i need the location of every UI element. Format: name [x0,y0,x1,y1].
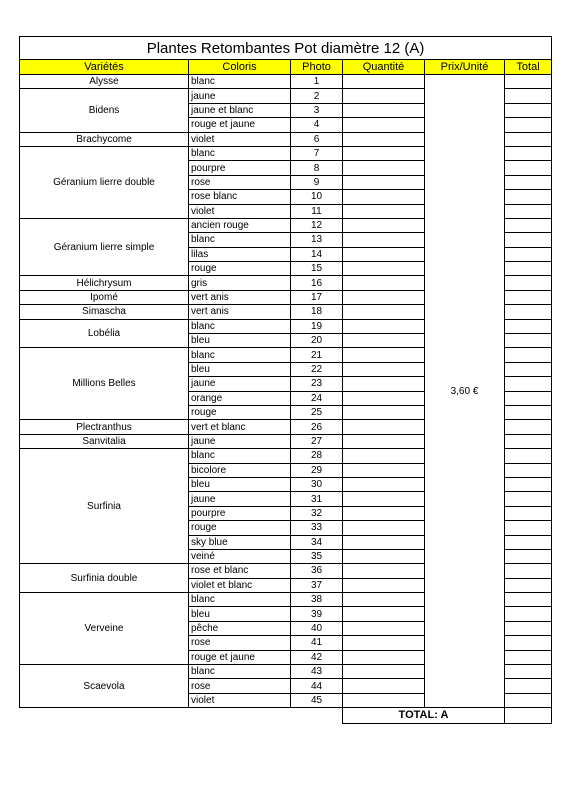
quantity-cell[interactable] [343,247,425,261]
variety-cell: Alysse [20,75,189,89]
photo-number-cell: 6 [291,132,343,146]
quantity-cell[interactable] [343,204,425,218]
photo-number-cell: 14 [291,247,343,261]
line-total-cell[interactable] [505,348,552,362]
line-total-cell[interactable] [505,247,552,261]
color-cell: blanc [189,75,291,89]
photo-number-cell: 13 [291,233,343,247]
color-cell: rouge [189,521,291,535]
photo-number-cell: 45 [291,693,343,707]
photo-number-cell: 27 [291,434,343,448]
color-cell: bleu [189,477,291,491]
quantity-cell[interactable] [343,607,425,621]
color-cell: bleu [189,607,291,621]
quantity-cell[interactable] [343,665,425,679]
color-cell: pourpre [189,506,291,520]
line-total-cell[interactable] [505,506,552,520]
color-cell: bicolore [189,463,291,477]
color-cell: rouge et jaune [189,650,291,664]
quantity-cell[interactable] [343,621,425,635]
header-quantite: Quantité [343,60,425,75]
total-spacer [20,708,343,724]
page-title: Plantes Retombantes Pot diamètre 12 (A) [20,37,552,60]
photo-number-cell: 28 [291,449,343,463]
line-total-cell[interactable] [505,463,552,477]
variety-cell: Hélichrysum [20,276,189,290]
color-cell: rose [189,636,291,650]
photo-number-cell: 26 [291,420,343,434]
color-cell: rose et blanc [189,564,291,578]
quantity-cell[interactable] [343,564,425,578]
quantity-cell[interactable] [343,391,425,405]
color-cell: blanc [189,348,291,362]
quantity-cell[interactable] [343,262,425,276]
quantity-cell[interactable] [343,377,425,391]
header-prix-unite: Prix/Unité [425,60,505,75]
color-cell: veiné [189,549,291,563]
quantity-cell[interactable] [343,290,425,304]
line-total-cell[interactable] [505,175,552,189]
quantity-cell[interactable] [343,693,425,707]
header-photo: Photo [291,60,343,75]
color-cell: sky blue [189,535,291,549]
line-total-cell[interactable] [505,420,552,434]
photo-number-cell: 2 [291,89,343,103]
header-varietes: Variétés [20,60,189,75]
line-total-cell[interactable] [505,262,552,276]
quantity-cell[interactable] [343,334,425,348]
line-total-cell[interactable] [505,449,552,463]
photo-number-cell: 17 [291,290,343,304]
line-total-cell[interactable] [505,477,552,491]
quantity-cell[interactable] [343,593,425,607]
line-total-cell[interactable] [505,132,552,146]
photo-number-cell: 3 [291,103,343,117]
photo-number-cell: 20 [291,334,343,348]
line-total-cell[interactable] [505,679,552,693]
photo-number-cell: 44 [291,679,343,693]
photo-number-cell: 35 [291,549,343,563]
photo-number-cell: 24 [291,391,343,405]
color-cell: jaune et blanc [189,103,291,117]
line-total-cell[interactable] [505,103,552,117]
line-total-cell[interactable] [505,492,552,506]
variety-cell: Surfinia [20,449,189,564]
line-total-cell[interactable] [505,319,552,333]
photo-number-cell: 23 [291,377,343,391]
color-cell: blanc [189,319,291,333]
color-cell: rose blanc [189,190,291,204]
grand-total-cell[interactable] [505,708,552,724]
variety-cell: Surfinia double [20,564,189,593]
quantity-cell[interactable] [343,146,425,160]
quantity-cell[interactable] [343,506,425,520]
line-total-cell[interactable] [505,118,552,132]
line-total-cell[interactable] [505,276,552,290]
header-total: Total [505,60,552,75]
color-cell: pourpre [189,161,291,175]
line-total-cell[interactable] [505,636,552,650]
quantity-cell[interactable] [343,679,425,693]
photo-number-cell: 10 [291,190,343,204]
color-cell: vert anis [189,290,291,304]
color-cell: bleu [189,362,291,376]
variety-cell: Sanvitalia [20,434,189,448]
photo-number-cell: 4 [291,118,343,132]
quantity-cell[interactable] [343,75,425,89]
line-total-cell[interactable] [505,593,552,607]
quantity-cell[interactable] [343,463,425,477]
line-total-cell[interactable] [505,535,552,549]
color-cell: bleu [189,334,291,348]
header-coloris: Coloris [189,60,291,75]
color-cell: pêche [189,621,291,635]
variety-cell: Plectranthus [20,420,189,434]
photo-number-cell: 40 [291,621,343,635]
photo-number-cell: 18 [291,305,343,319]
line-total-cell[interactable] [505,607,552,621]
quantity-cell[interactable] [343,218,425,232]
quantity-cell[interactable] [343,161,425,175]
line-total-cell[interactable] [505,434,552,448]
line-total-cell[interactable] [505,89,552,103]
quantity-cell[interactable] [343,420,425,434]
color-cell: gris [189,276,291,290]
variety-cell: Millions Belles [20,348,189,420]
color-cell: jaune [189,492,291,506]
color-cell: ancien rouge [189,218,291,232]
photo-number-cell: 31 [291,492,343,506]
unit-price-cell: 3,60 € [425,75,505,708]
color-cell: jaune [189,89,291,103]
quantity-cell[interactable] [343,276,425,290]
color-cell: jaune [189,377,291,391]
color-cell: rouge [189,405,291,419]
quantity-cell[interactable] [343,132,425,146]
photo-number-cell: 29 [291,463,343,477]
photo-number-cell: 19 [291,319,343,333]
quantity-cell[interactable] [343,449,425,463]
variety-cell: Géranium lierre simple [20,218,189,276]
quantity-cell[interactable] [343,521,425,535]
quantity-cell[interactable] [343,477,425,491]
variety-cell: Géranium lierre double [20,146,189,218]
photo-number-cell: 7 [291,146,343,160]
variety-cell: Lobélia [20,319,189,348]
quantity-cell[interactable] [343,190,425,204]
line-total-cell[interactable] [505,305,552,319]
line-total-cell[interactable] [505,161,552,175]
quantity-cell[interactable] [343,636,425,650]
photo-number-cell: 1 [291,75,343,89]
photo-number-cell: 36 [291,564,343,578]
color-cell: jaune [189,434,291,448]
variety-cell: Bidens [20,89,189,132]
total-row [20,708,552,724]
quantity-cell[interactable] [343,233,425,247]
photo-number-cell: 30 [291,477,343,491]
color-cell: blanc [189,593,291,607]
line-total-cell[interactable] [505,334,552,348]
color-cell: blanc [189,233,291,247]
photo-number-cell: 41 [291,636,343,650]
quantity-cell[interactable] [343,578,425,592]
quantity-cell[interactable] [343,535,425,549]
quantity-cell[interactable] [343,348,425,362]
color-cell: blanc [189,146,291,160]
photo-number-cell: 8 [291,161,343,175]
line-total-cell[interactable] [505,377,552,391]
table-row [20,75,552,89]
color-cell: rose [189,175,291,189]
line-total-cell[interactable] [505,621,552,635]
color-cell: violet et blanc [189,578,291,592]
color-cell: blanc [189,449,291,463]
photo-number-cell: 22 [291,362,343,376]
line-total-cell[interactable] [505,521,552,535]
quantity-cell[interactable] [343,362,425,376]
quantity-cell[interactable] [343,434,425,448]
photo-number-cell: 43 [291,665,343,679]
line-total-cell[interactable] [505,233,552,247]
line-total-cell[interactable] [505,564,552,578]
photo-number-cell: 12 [291,218,343,232]
line-total-cell[interactable] [505,75,552,89]
quantity-cell[interactable] [343,492,425,506]
quantity-cell[interactable] [343,175,425,189]
line-total-cell[interactable] [505,693,552,707]
line-total-cell[interactable] [505,665,552,679]
photo-number-cell: 25 [291,405,343,419]
order-table [19,36,552,724]
color-cell: vert anis [189,305,291,319]
line-total-cell[interactable] [505,578,552,592]
photo-number-cell: 32 [291,506,343,520]
line-total-cell[interactable] [505,405,552,419]
photo-number-cell: 16 [291,276,343,290]
variety-cell: Verveine [20,593,189,665]
photo-number-cell: 37 [291,578,343,592]
photo-number-cell: 38 [291,593,343,607]
photo-number-cell: 33 [291,521,343,535]
line-total-cell[interactable] [505,290,552,304]
line-total-cell[interactable] [505,549,552,563]
color-cell: rose [189,679,291,693]
quantity-cell[interactable] [343,89,425,103]
total-label: TOTAL: A [343,708,505,724]
quantity-cell[interactable] [343,650,425,664]
line-total-cell[interactable] [505,218,552,232]
variety-cell: Simascha [20,305,189,319]
quantity-cell[interactable] [343,405,425,419]
quantity-cell[interactable] [343,549,425,563]
quantity-cell[interactable] [343,118,425,132]
variety-cell: Ipomé [20,290,189,304]
line-total-cell[interactable] [505,146,552,160]
color-cell: blanc [189,665,291,679]
variety-cell: Scaevola [20,665,189,708]
line-total-cell[interactable] [505,650,552,664]
header-row [20,60,552,75]
color-cell: lilas [189,247,291,261]
color-cell: rouge et jaune [189,118,291,132]
color-cell: violet [189,132,291,146]
quantity-cell[interactable] [343,305,425,319]
quantity-cell[interactable] [343,103,425,117]
line-total-cell[interactable] [505,204,552,218]
quantity-cell[interactable] [343,319,425,333]
color-cell: rouge [189,262,291,276]
color-cell: vert et blanc [189,420,291,434]
line-total-cell[interactable] [505,362,552,376]
photo-number-cell: 11 [291,204,343,218]
line-total-cell[interactable] [505,190,552,204]
color-cell: violet [189,204,291,218]
line-total-cell[interactable] [505,391,552,405]
photo-number-cell: 9 [291,175,343,189]
photo-number-cell: 34 [291,535,343,549]
photo-number-cell: 15 [291,262,343,276]
variety-cell: Brachycome [20,132,189,146]
photo-number-cell: 42 [291,650,343,664]
photo-number-cell: 21 [291,348,343,362]
color-cell: violet [189,693,291,707]
color-cell: orange [189,391,291,405]
photo-number-cell: 39 [291,607,343,621]
